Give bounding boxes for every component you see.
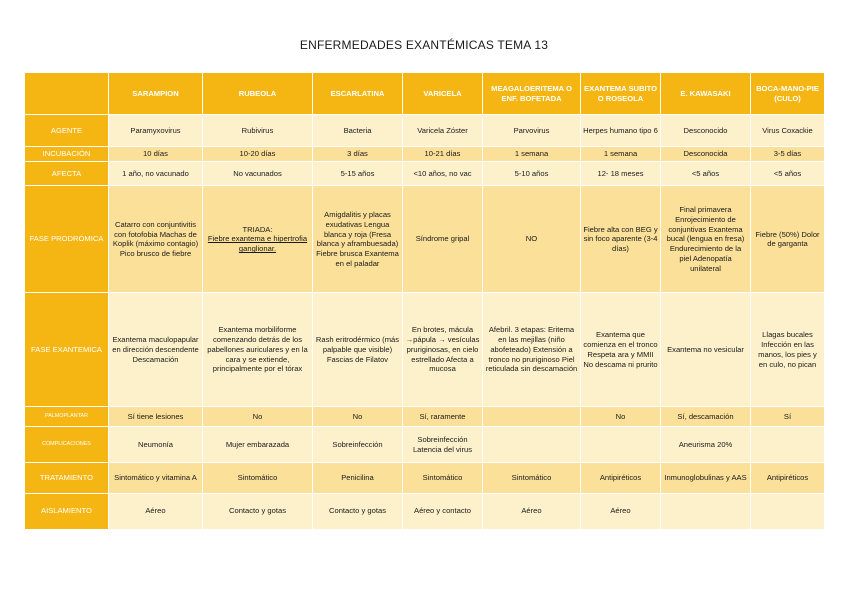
row-header: FASE PRODRÓMICA <box>25 186 109 293</box>
table-cell: Exantema morbiliforme comenzando detrás de los pabellones auriculares y en la cara y se extiende, principalmente por el tórax <box>203 293 313 407</box>
table-cell: 1 año, no vacunado <box>109 162 203 186</box>
table-cell: Neumonía <box>109 427 203 463</box>
table-row <box>25 186 825 293</box>
table-cell: Síndrome gripal <box>403 186 483 293</box>
table-cell: Catarro con conjuntivitis con fotofobia Machas de Koplik (máximo contagio) Pico brusco de fiebre <box>109 186 203 293</box>
table-cell: Fiebre (50%) Dolor de garganta <box>751 186 825 293</box>
table-cell <box>751 427 825 463</box>
row-header: AFECTA <box>25 162 109 186</box>
table-cell: Sintomático y vitamina A <box>109 463 203 493</box>
table-cell: Virus Coxackie <box>751 115 825 147</box>
table-cell: Final primavera Enrojecimiento de conjuntivas Exantema bucal (lengua en fresa) Endurecimiento de la piel Adenopatía unilateral <box>661 186 751 293</box>
table-cell: Rash eritrodérmico (más palpable que visible) Fascias de Filatov <box>313 293 403 407</box>
table-cell: 5-10 años <box>483 162 581 186</box>
column-header: BOCA-MANO-PIE (CULO) <box>751 73 825 115</box>
table-cell <box>661 493 751 529</box>
table-cell: <5 años <box>751 162 825 186</box>
table-row <box>25 162 825 186</box>
table-cell: Sí, descamación <box>661 407 751 427</box>
table-cell: Mujer embarazada <box>203 427 313 463</box>
table-cell: Fiebre alta con BEG y sin foco aparente (3-4 días) <box>581 186 661 293</box>
table-cell: Desconocido <box>661 115 751 147</box>
table-cell: Sobreinfección Latencia del virus <box>403 427 483 463</box>
table-cell: Sí tiene lesiones <box>109 407 203 427</box>
table-cell: Aéreo <box>483 493 581 529</box>
column-header: RUBEOLA <box>203 73 313 115</box>
table-cell: <10 años, no vac <box>403 162 483 186</box>
table-cell: Aéreo y contacto <box>403 493 483 529</box>
table-cell: 10-20 días <box>203 147 313 162</box>
table-cell: No vacunados <box>203 162 313 186</box>
row-header: COMPLICACIONES <box>25 427 109 463</box>
row-header: PALMOPLANTAR <box>25 407 109 427</box>
table-cell: Exantema maculopapular en dirección descendente Descamación <box>109 293 203 407</box>
table-cell: Exantema no vesicular <box>661 293 751 407</box>
document-title: ENFERMEDADES EXANTÉMICAS TEMA 13 <box>299 38 549 52</box>
table-cell: 5-15 años <box>313 162 403 186</box>
table-cell: 3-5 días <box>751 147 825 162</box>
table-cell: 10 días <box>109 147 203 162</box>
table-cell: No <box>581 407 661 427</box>
table-cell: Sintomático <box>403 463 483 493</box>
table-row <box>25 115 825 147</box>
table-cell <box>751 493 825 529</box>
triada-label: TRIADA: <box>242 224 273 234</box>
table-cell: Aéreo <box>581 493 661 529</box>
table-row <box>25 147 825 162</box>
table-cell: 1 semana <box>483 147 581 162</box>
table-row <box>25 407 825 427</box>
table-cell: Amigdalitis y placas exudativas Lengua blanca y roja (Fresa blanca y aframbuesada) Fiebre brusca Exantema en el paladar <box>313 186 403 293</box>
row-header: INCUBACIÓN <box>25 147 109 162</box>
table-cell: Aneurisma 20% <box>661 427 751 463</box>
table-cell: Antipiréticos <box>751 463 825 493</box>
table-cell: Sobreinfección <box>313 427 403 463</box>
table-cell: <5 años <box>661 162 751 186</box>
table-cell: 12- 18 meses <box>581 162 661 186</box>
table-cell: Bacteria <box>313 115 403 147</box>
column-header: ESCARLATINA <box>313 73 403 115</box>
table-cell <box>483 427 581 463</box>
table-cell: Varicela Zóster <box>403 115 483 147</box>
table-cell: No <box>313 407 403 427</box>
table-cell: 1 semana <box>581 147 661 162</box>
table-cell: En brotes, mácula →pápula → vesículas pruriginosas, en cielo estrellado Afecta a mucosa <box>403 293 483 407</box>
column-header: VARICELA <box>403 73 483 115</box>
table-cell: Sintomático <box>203 463 313 493</box>
table-cell: Desconocida <box>661 147 751 162</box>
table-cell: Rubivirus <box>203 115 313 147</box>
table-cell: Inmunoglobulinas y AAS <box>661 463 751 493</box>
table-cell <box>483 407 581 427</box>
header-row <box>25 73 825 115</box>
table-cell <box>203 186 313 293</box>
table-cell: Antipiréticos <box>581 463 661 493</box>
table-cell: Llagas bucales Infección en las manos, los pies y en culo, no pican <box>751 293 825 407</box>
table-cell: Exantema que comienza en el tronco Respeta ara y MMII No descama ni prurito <box>581 293 661 407</box>
table-cell: Contacto y gotas <box>313 493 403 529</box>
table-row <box>25 293 825 407</box>
table-cell: Penicilina <box>313 463 403 493</box>
table-row <box>25 463 825 493</box>
column-header: MEAGALOERITEMA O ENF. BOFETADA <box>483 73 581 115</box>
table-cell: 3 días <box>313 147 403 162</box>
row-header: TRATAMIENTO <box>25 463 109 493</box>
table-cell: No <box>203 407 313 427</box>
column-header: SARAMPION <box>109 73 203 115</box>
table-row <box>25 493 825 529</box>
table-cell: Contacto y gotas <box>203 493 313 529</box>
table-cell: Sí, raramente <box>403 407 483 427</box>
table-cell: 10-21 días <box>403 147 483 162</box>
table-row <box>25 427 825 463</box>
table-cell: Sintomático <box>483 463 581 493</box>
table-cell: Paramyxovirus <box>109 115 203 147</box>
triada-text: Fiebre exantema e hipertrofia ganglionar. <box>207 234 308 254</box>
table-cell: NO <box>483 186 581 293</box>
diseases-table <box>24 72 825 530</box>
row-header: AGENTE <box>25 115 109 147</box>
table-cell: Afebril. 3 etapas: Eritema en las mejillas (niño abofeteado) Extensión a tronco no pruriginoso Piel reticulada sin descamación <box>483 293 581 407</box>
corner-cell <box>25 73 109 115</box>
column-header: EXANTEMA SUBITO O ROSEOLA <box>581 73 661 115</box>
table-cell <box>581 427 661 463</box>
column-header: E. KAWASAKI <box>661 73 751 115</box>
table-cell: Sí <box>751 407 825 427</box>
row-header: AISLAMIENTO <box>25 493 109 529</box>
table-cell: Aéreo <box>109 493 203 529</box>
table-cell: Parvovirus <box>483 115 581 147</box>
row-header: FASE EXANTEMICA <box>25 293 109 407</box>
table-cell: Herpes humano tipo 6 <box>581 115 661 147</box>
